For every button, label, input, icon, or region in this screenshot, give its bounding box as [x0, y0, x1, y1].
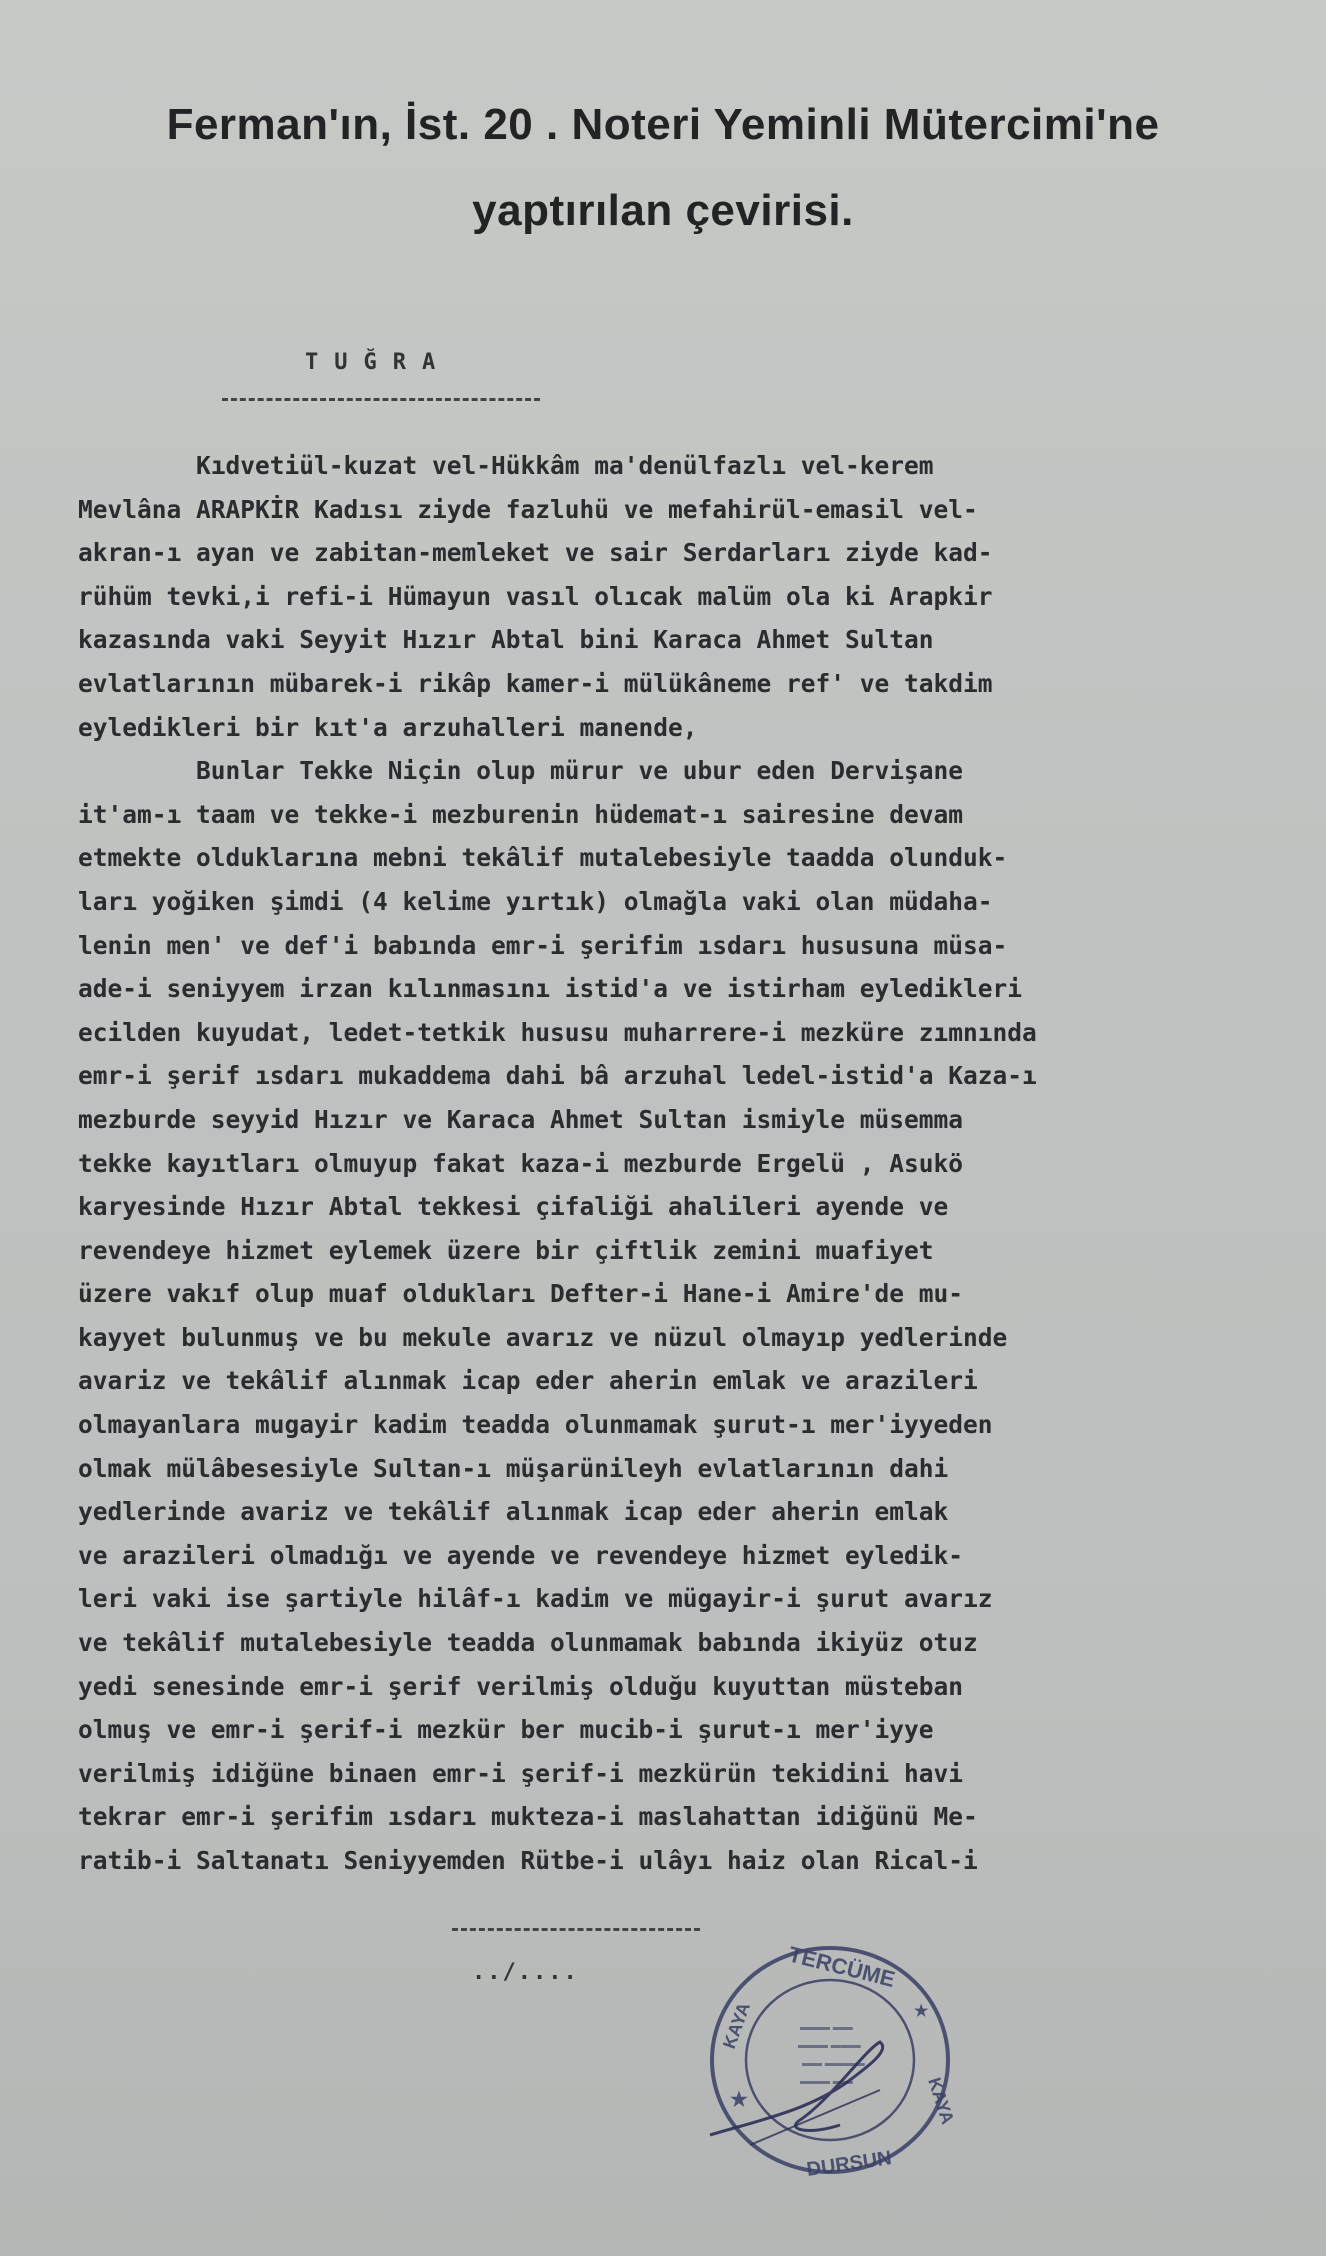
bottom-divider: [452, 1928, 700, 1931]
body-line: üzere vakıf olup muaf oldukları Defter-i Hane-i Amire'de mu-: [78, 1279, 964, 1309]
svg-text:DURSUN: DURSUN: [805, 2147, 894, 2181]
body-line: olmayanlara mugayir kadim teadda olunmamak şurut-ı mer'iyyeden: [78, 1410, 993, 1440]
svg-text:▬▬ ▬▬▬▬: ▬▬ ▬▬▬▬: [802, 2058, 865, 2069]
svg-text:▬▬▬ ▬▬▬: ▬▬▬ ▬▬▬: [798, 2040, 861, 2051]
body-line: ecilden kuyudat, ledet-tetkik hususu muharrere-i mezküre zımnında: [78, 1017, 1037, 1047]
translator-seal-stamp: [690, 1930, 970, 2190]
continuation-mark: ../....: [472, 1960, 579, 1985]
svg-text:▬▬▬ ▬▬: ▬▬▬ ▬▬: [800, 2076, 853, 2087]
body-line: Bunlar Tekke Niçin olup mürur ve ubur eden Dervişane: [78, 756, 964, 786]
svg-text:▬▬▬ ▬▬: ▬▬▬ ▬▬: [800, 2022, 853, 2033]
body-line: verilmiş idiğüne binaen emr-i şerif-i mezkürün tekidini havi: [78, 1758, 964, 1788]
document-title-line-2: yaptırılan çevirisi.: [472, 186, 854, 235]
body-line: ade-i seniyyem irzan kılınmasını istid'a ve istirham eyledikleri: [78, 974, 1023, 1004]
body-line: lenin men' ve def'i babında emr-i şerifim ısdarı hususuna müsa-: [78, 930, 1008, 960]
svg-text:★: ★: [914, 2003, 929, 2020]
body-line: karyesinde Hızır Abtal tekkesi çifaliği ahalileri ayende ve: [78, 1192, 949, 1222]
document-title-line-1: Ferman'ın, İst. 20 . Noteri Yeminli Mütercimi'ne: [166, 100, 1160, 149]
heading-underline: [222, 398, 540, 401]
body-line: Kıdvetiül-kuzat vel-Hükkâm ma'denülfazlı vel-kerem: [78, 451, 934, 480]
body-line: leri vaki ise şartiyle hilâf-ı kadim ve mügayir-i şurut avarız: [78, 1584, 993, 1614]
body-line: eyledikleri bir kıt'a arzuhalleri manende,: [78, 712, 698, 742]
body-line: olmak mülâbesesiyle Sultan-ı müşarünileyh evlatlarının dahi: [78, 1453, 949, 1483]
body-line: yedlerinde avariz ve tekâlif alınmak icap eder aherin emlak: [78, 1497, 949, 1527]
body-line: tekke kayıtları olmuyup fakat kaza-i mezburde Ergelü , Asukö: [78, 1148, 964, 1178]
body-line: ları yoğiken şimdi (4 kelime yırtık) olmağla vaki olan müdaha-: [78, 886, 993, 916]
body-line: ratib-i Saltanatı Seniyyemden Rütbe-i ulâyı haiz olan Rical-i: [78, 1846, 978, 1875]
body-line: yedi senesinde emr-i şerif verilmiş olduğu kuyuttan müsteban: [78, 1671, 964, 1701]
body-line: it'am-ı taam ve tekke-i mezburenin hüdemat-ı sairesine devam: [78, 799, 964, 829]
body-line: tekrar emr-i şerifim ısdarı mukteza-i maslahattan idiğünü Me-: [78, 1802, 978, 1832]
body-line: Mevlâna ARAPKİR Kadısı ziyde fazluhü ve mefahirül-emasil vel-: [78, 494, 978, 524]
svg-text:TERCÜME: TERCÜME: [786, 1941, 898, 1993]
body-line: mezburde seyyid Hızır ve Karaca Ahmet Sultan ismiyle müsemma: [78, 1104, 964, 1134]
seal-graphic: [690, 1930, 970, 2190]
body-line: revendeye hizmet eylemek üzere bir çiftlik zemini muafiyet: [78, 1235, 934, 1265]
body-line: rühüm tevki,i refi-i Hümayun vasıl olıcak malüm ola ki Arapkir: [78, 581, 993, 611]
body-line: avariz ve tekâlif alınmak icap eder aherin emlak ve arazileri: [78, 1366, 978, 1396]
svg-text:KAYA: KAYA: [924, 2075, 958, 2127]
translation-body: [78, 444, 1258, 1883]
body-line: kayyet bulunmuş ve bu mekule avarız ve nüzul olmayıp yedlerinde: [78, 1322, 1008, 1352]
body-line: emr-i şerif ısdarı mukaddema dahi bâ arzuhal ledel-istid'a Kaza-ı: [78, 1061, 1037, 1091]
body-line: ve tekâlif mutalebesiyle teadda olunmamak babında ikiyüz otuz: [78, 1628, 978, 1658]
body-line: akran-ı ayan ve zabitan-memleket ve sair Serdarları ziyde kad-: [78, 538, 993, 568]
body-line: evlatlarının mübarek-i rikâp kamer-i mülükâneme ref' ve takdim: [78, 668, 993, 698]
body-line: ve arazileri olmadığı ve ayende ve revendeye hizmet eyledik-: [78, 1540, 964, 1570]
body-line: kazasında vaki Seyyit Hızır Abtal bini Karaca Ahmet Sultan: [78, 625, 934, 655]
svg-text:KAYA: KAYA: [718, 1999, 755, 2052]
body-line: olmuş ve emr-i şerif-i mezkür ber mucib-i şurut-ı mer'iyye: [78, 1715, 934, 1745]
svg-text:★: ★: [730, 2089, 748, 2111]
tugra-heading: TUĞRA: [305, 350, 452, 375]
body-line: etmekte olduklarına mebni tekâlif mutalebesiyle taadda olunduk-: [78, 843, 1008, 873]
